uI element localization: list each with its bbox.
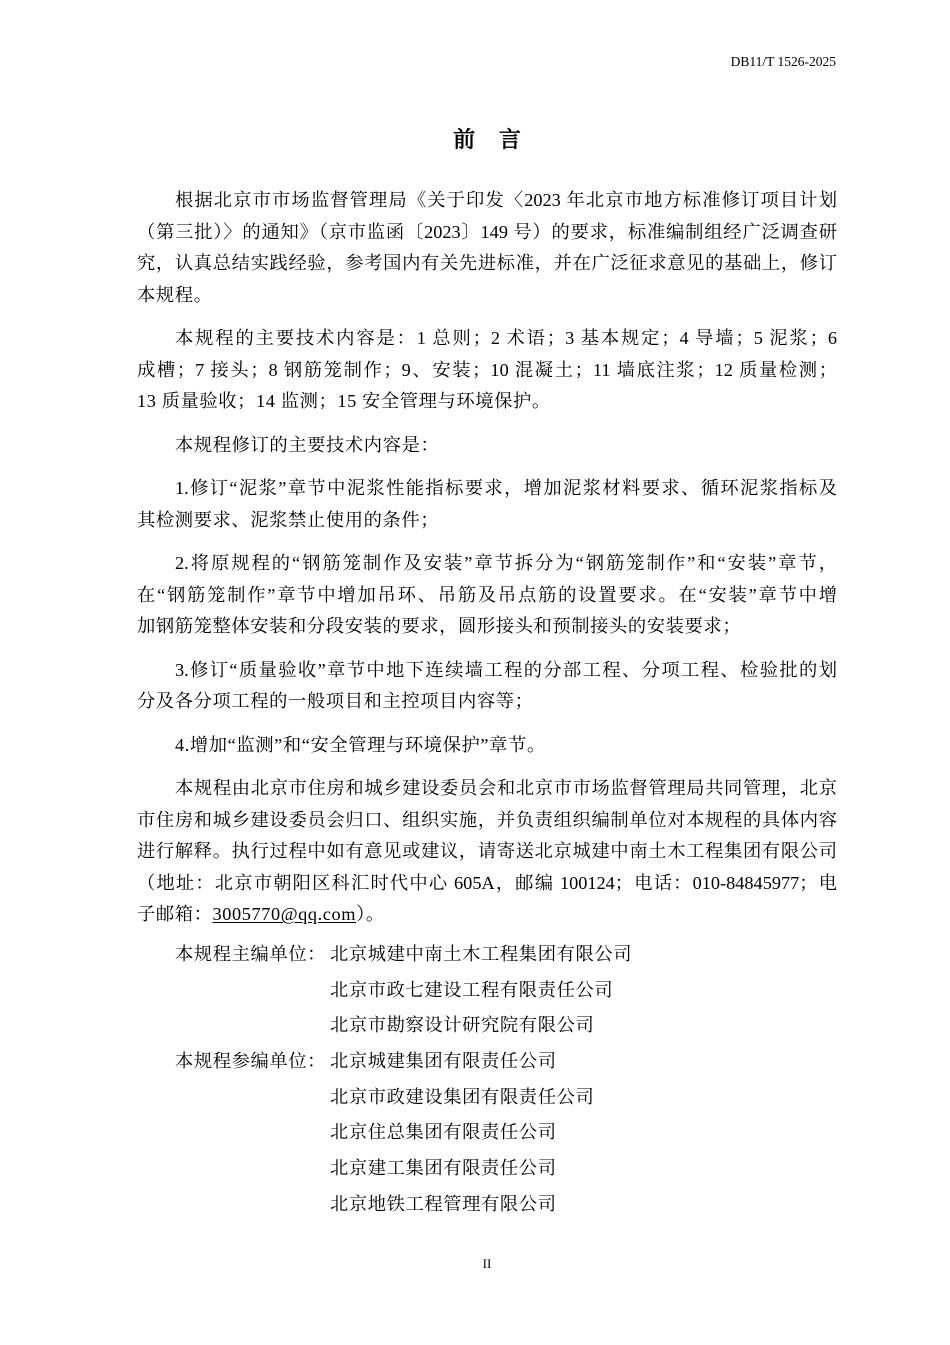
paragraph-line: （地址：北京市朝阳区科汇时代中心 605A，邮编 100124；电话：010-84845977；电 bbox=[137, 872, 837, 893]
participating-unit: 北京住总集团有限责任公司 bbox=[330, 1122, 557, 1143]
standard-basis-paragraph bbox=[137, 185, 837, 311]
drafting-units bbox=[137, 937, 837, 1223]
paragraph-line: 加钢筋笼整体安装和分段安装的要求，圆形接头和预制接头的安装要求； bbox=[137, 616, 742, 636]
participating-unit-row bbox=[137, 1151, 837, 1187]
contact-email-link[interactable]: 3005770@qq.com bbox=[212, 904, 357, 924]
chief-editor-row bbox=[137, 937, 837, 973]
chief-editor-unit: 北京市勘察设计研究院有限公司 bbox=[330, 1015, 595, 1036]
participating-unit-label: 本规程参编单位： bbox=[175, 1051, 327, 1072]
paragraph-line: 成槽；7 接头；8 钢筋笼制作；9、安装；10 混凝土；11 墙底注浆；12 质量检测； bbox=[137, 359, 837, 380]
chief-editor-unit: 北京城建中南土木工程集团有限公司 bbox=[330, 944, 633, 964]
standard-number-header: DB11/T 1526-2025 bbox=[730, 54, 836, 69]
management-contact-paragraph bbox=[137, 773, 837, 931]
paragraph-line: 在“钢筋笼制作”章节中增加吊环、吊筋及吊点筋的设置要求。在“安装”章节中增 bbox=[137, 584, 837, 605]
paragraph-line: 13 质量验收；14 监测；15 安全管理与环境保护。 bbox=[137, 391, 551, 411]
paragraph-line: 本规程的主要技术内容是：1 总则；2 术语；3 基本规定；4 导墙；5 泥浆；6 bbox=[175, 328, 837, 348]
participating-unit-row bbox=[137, 1080, 837, 1116]
participating-unit: 北京城建集团有限责任公司 bbox=[330, 1051, 557, 1072]
chief-editor-row bbox=[137, 1008, 837, 1044]
paragraph-line: 根据北京市市场监督管理局《关于印发〈2023 年北京市地方标准修订项目计划 bbox=[175, 190, 837, 210]
page-number: II bbox=[482, 1256, 492, 1271]
paragraph-line: 本规程由北京市住房和城乡建设委员会和北京市市场监督管理局共同管理，北京 bbox=[175, 778, 837, 798]
paragraph-line: 1.修订“泥浆”章节中泥浆性能指标要求，增加泥浆材料要求、循环泥浆指标及 bbox=[175, 478, 837, 498]
participating-unit: 北京地铁工程管理有限公司 bbox=[330, 1193, 557, 1214]
email-label: 子邮箱： bbox=[137, 904, 213, 924]
participating-unit-row bbox=[137, 1044, 837, 1080]
revision-item-4 bbox=[137, 730, 837, 762]
paragraph-line: 市住房和城乡建设委员会归口、组织实施，并负责组织编制单位对本规程的具体内容 bbox=[137, 809, 837, 830]
paragraph-line: 3.修订“质量验收”章节中地下连续墙工程的分部工程、分项工程、检验批的划 bbox=[175, 659, 837, 680]
paragraph-line: 分及各分项工程的一般项目和主控项目内容等； bbox=[137, 691, 534, 711]
paragraph-line: 进行解释。执行过程中如有意见或建议，请寄送北京城建中南土木工程集团有限公司 bbox=[137, 841, 837, 861]
participating-unit-row bbox=[137, 1187, 837, 1223]
paragraph-line: 其检测要求、泥浆禁止使用的条件； bbox=[137, 509, 440, 530]
paragraph-line: 本规程。 bbox=[137, 284, 213, 305]
paragraph-line: 究，认真总结实践经验，参考国内有关先进标准，并在广泛征求意见的基础上，修订 bbox=[137, 253, 837, 273]
preface-body bbox=[137, 185, 837, 1223]
main-technical-content-paragraph bbox=[137, 323, 837, 418]
email-line-suffix: ）。 bbox=[356, 904, 385, 924]
contact-email-line bbox=[137, 899, 837, 931]
chief-editor-label: 本规程主编单位： bbox=[175, 944, 327, 964]
chief-editor-row bbox=[137, 973, 837, 1009]
participating-unit-row bbox=[137, 1115, 837, 1151]
paragraph-line: 本规程修订的主要技术内容是： bbox=[175, 434, 440, 455]
paragraph-line: （第三批）〉的通知》（京市监函〔2023〕149 号）的要求，标准编制组经广泛调查研 bbox=[137, 221, 837, 242]
paragraph-line: 2.将原规程的“钢筋笼制作及安装”章节拆分为“钢筋笼制作”和“安装”章节， bbox=[175, 553, 837, 573]
paragraph-line: 4.增加“监测”和“安全管理与环境保护”章节。 bbox=[175, 734, 546, 755]
participating-unit: 北京建工集团有限责任公司 bbox=[330, 1158, 557, 1179]
participating-unit: 北京市政建设集团有限责任公司 bbox=[330, 1086, 595, 1107]
chief-editor-unit: 北京市政七建设工程有限责任公司 bbox=[330, 979, 614, 1000]
revision-item-1 bbox=[137, 473, 837, 536]
preface-title: 前 言 bbox=[453, 128, 521, 153]
revision-item-2 bbox=[137, 548, 837, 643]
revision-content-intro bbox=[137, 430, 837, 462]
revision-item-3 bbox=[137, 655, 837, 718]
